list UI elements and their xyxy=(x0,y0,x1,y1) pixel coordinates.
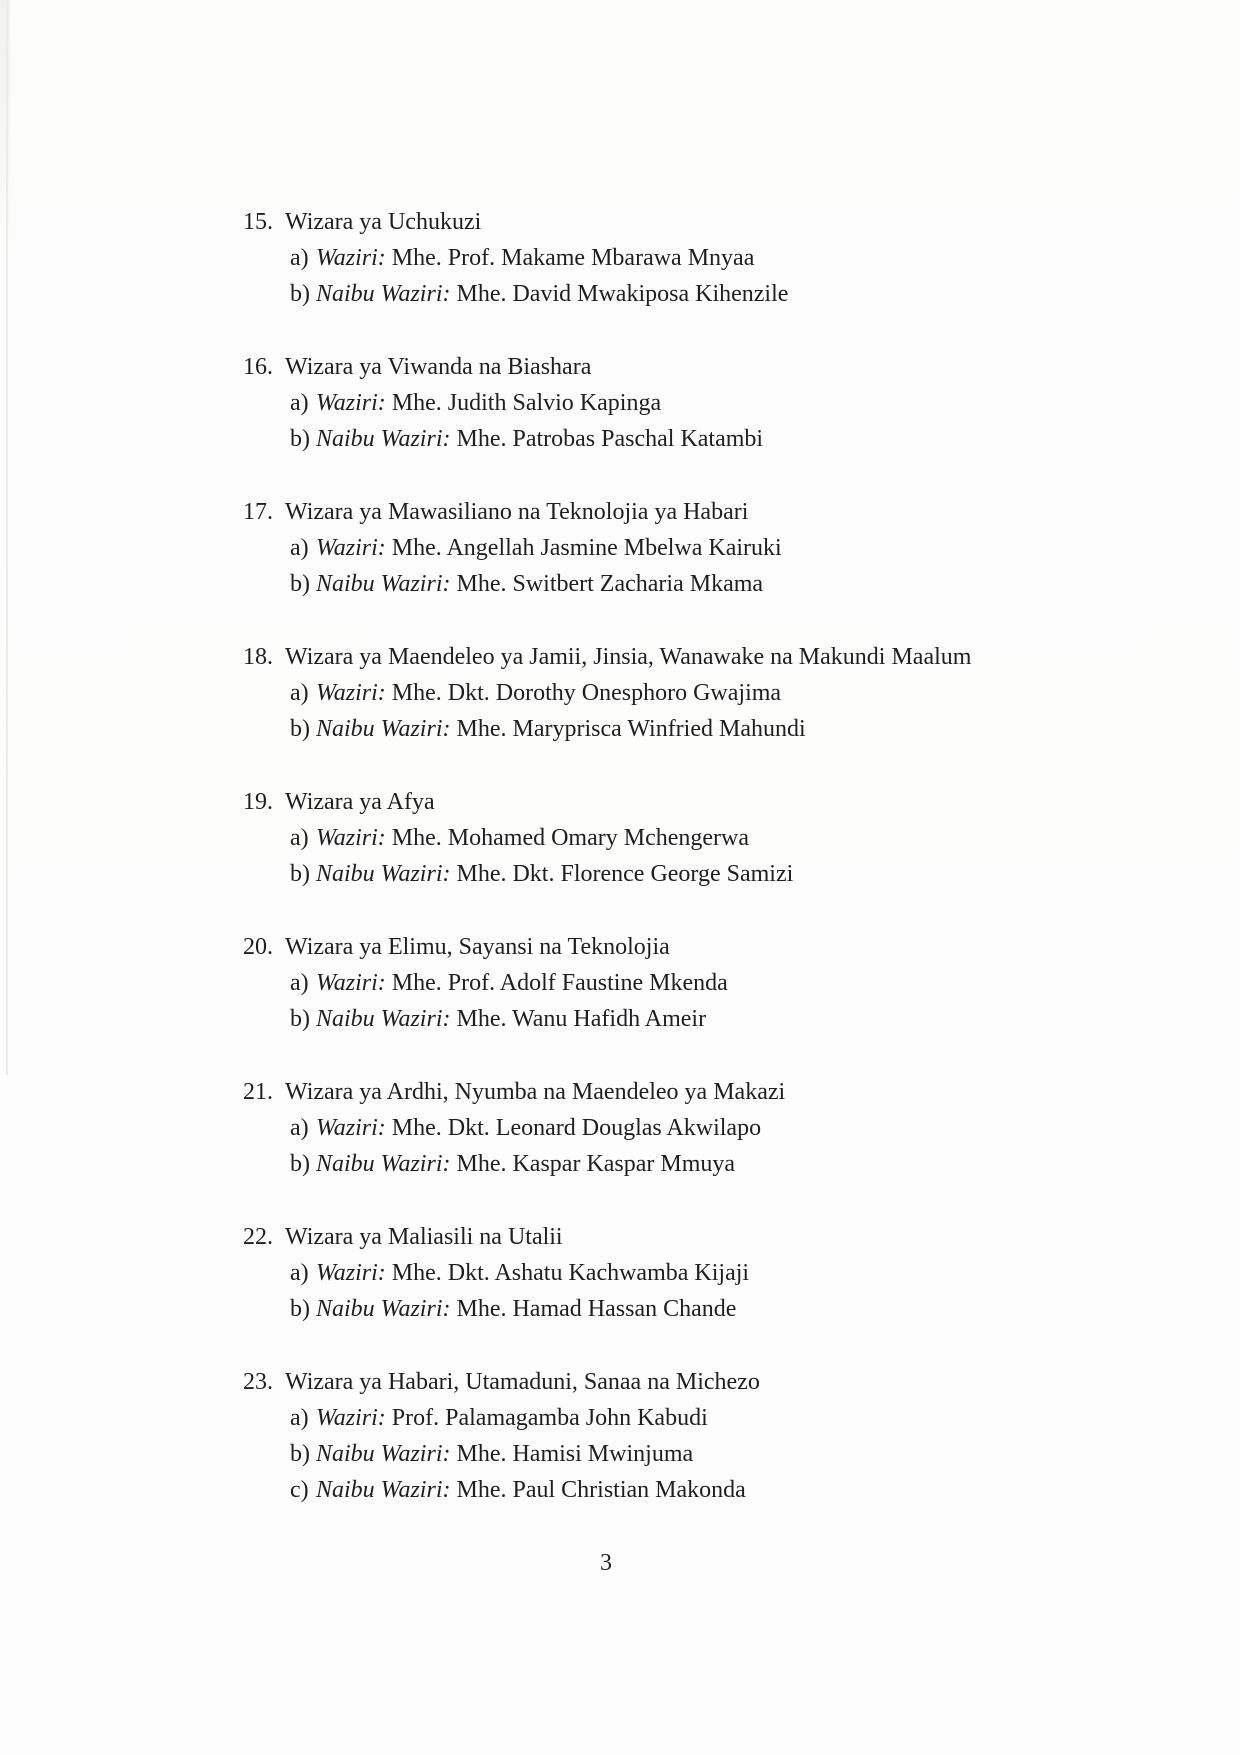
official-list xyxy=(243,1255,1123,1327)
official-name: Mhe. Prof. Makame Mbarawa Mnyaa xyxy=(385,245,755,271)
official-letter: a) xyxy=(290,535,309,561)
official-letter: b) xyxy=(290,426,310,452)
official-name: Mhe. Dkt. Ashatu Kachwamba Kijaji xyxy=(385,1260,750,1286)
ministry-title-row xyxy=(243,1364,1123,1400)
scan-edge-line xyxy=(6,0,8,1075)
official-text xyxy=(316,856,793,892)
official-role-label: Waziri: xyxy=(316,680,386,706)
official-row xyxy=(243,675,1123,711)
official-name: Mhe. Hamisi Mwinjuma xyxy=(450,1441,694,1467)
official-list xyxy=(243,965,1123,1037)
ministry-entry xyxy=(243,349,1123,457)
official-role-label: Naibu Waziri: xyxy=(316,281,451,307)
page-number: 3 xyxy=(600,1550,612,1576)
official-letter: a) xyxy=(290,1115,309,1141)
ministry-list xyxy=(243,204,1123,1545)
ministry-title: Wizara ya Afya xyxy=(285,789,435,815)
official-role-label: Naibu Waziri: xyxy=(316,861,451,887)
official-row xyxy=(243,965,1123,1001)
ministry-title-row xyxy=(243,204,1123,240)
ministry-entry xyxy=(243,1364,1123,1508)
official-list xyxy=(243,1110,1123,1182)
official-letter: a) xyxy=(290,1260,309,1286)
ministry-entry xyxy=(243,1219,1123,1327)
official-list xyxy=(243,1400,1123,1508)
official-role-label: Naibu Waziri: xyxy=(316,571,451,597)
official-letter: a) xyxy=(290,825,309,851)
ministry-title-row xyxy=(243,784,1123,820)
ministry-number: 15. xyxy=(243,209,273,235)
ministry-entry xyxy=(243,929,1123,1037)
ministry-entry xyxy=(243,494,1123,602)
official-name: Mhe. David Mwakiposa Kihenzile xyxy=(450,281,789,307)
official-row xyxy=(243,421,1123,457)
official-name: Mhe. Dkt. Dorothy Onesphoro Gwajima xyxy=(385,680,782,706)
official-row xyxy=(243,1436,1123,1472)
official-text xyxy=(316,1436,693,1472)
official-row xyxy=(243,856,1123,892)
official-name: Mhe. Mohamed Omary Mchengerwa xyxy=(385,825,750,851)
ministry-number: 23. xyxy=(243,1369,273,1395)
ministry-title: Wizara ya Maendeleo ya Jamii, Jinsia, Wanawake na Makundi Maalum xyxy=(285,644,972,670)
scan-edge-shadow xyxy=(0,0,10,260)
official-row xyxy=(243,566,1123,602)
official-letter: b) xyxy=(290,1441,310,1467)
ministry-title: Wizara ya Mawasiliano na Teknolojia ya Habari xyxy=(285,499,749,525)
official-role-label: Naibu Waziri: xyxy=(316,1006,451,1032)
official-role-label: Naibu Waziri: xyxy=(316,1151,451,1177)
official-list xyxy=(243,820,1123,892)
ministry-title: Wizara ya Viwanda na Biashara xyxy=(285,354,592,380)
official-row xyxy=(243,1472,1123,1508)
official-text xyxy=(316,965,728,1001)
official-row xyxy=(243,1146,1123,1182)
official-text xyxy=(316,675,781,711)
official-row xyxy=(243,1255,1123,1291)
official-name: Mhe. Paul Christian Makonda xyxy=(450,1477,746,1503)
official-role-label: Waziri: xyxy=(316,1115,386,1141)
official-text xyxy=(316,820,749,856)
ministry-title: Wizara ya Ardhi, Nyumba na Maendeleo ya Makazi xyxy=(285,1079,786,1105)
official-text xyxy=(316,240,754,276)
official-letter: a) xyxy=(290,970,309,996)
ministry-title-row xyxy=(243,1219,1123,1255)
official-letter: b) xyxy=(290,1151,310,1177)
official-name: Mhe. Hamad Hassan Chande xyxy=(450,1296,737,1322)
ministry-number: 19. xyxy=(243,789,273,815)
ministry-entry xyxy=(243,1074,1123,1182)
official-letter: b) xyxy=(290,571,310,597)
official-row xyxy=(243,820,1123,856)
official-text xyxy=(316,711,806,747)
ministry-number: 17. xyxy=(243,499,273,525)
official-letter: a) xyxy=(290,245,309,271)
official-row xyxy=(243,1291,1123,1327)
official-row xyxy=(243,530,1123,566)
ministry-number: 21. xyxy=(243,1079,273,1105)
official-list xyxy=(243,675,1123,747)
official-text xyxy=(316,1255,749,1291)
official-letter: b) xyxy=(290,1006,310,1032)
ministry-number: 22. xyxy=(243,1224,273,1250)
official-text xyxy=(316,1472,746,1508)
official-role-label: Waziri: xyxy=(316,245,386,271)
ministry-title: Wizara ya Maliasili na Utalii xyxy=(285,1224,563,1250)
official-row xyxy=(243,385,1123,421)
official-letter: a) xyxy=(290,390,309,416)
official-list xyxy=(243,240,1123,312)
official-text xyxy=(316,421,763,457)
official-name: Mhe. Dkt. Leonard Douglas Akwilapo xyxy=(385,1115,762,1141)
official-text xyxy=(316,566,763,602)
ministry-number: 20. xyxy=(243,934,273,960)
official-letter: a) xyxy=(290,680,309,706)
official-name: Prof. Palamagamba John Kabudi xyxy=(385,1405,708,1431)
official-name: Mhe. Dkt. Florence George Samizi xyxy=(450,861,794,887)
official-role-label: Waziri: xyxy=(316,535,386,561)
official-letter: b) xyxy=(290,716,310,742)
official-role-label: Waziri: xyxy=(316,970,386,996)
ministry-number: 18. xyxy=(243,644,273,670)
official-role-label: Waziri: xyxy=(316,825,386,851)
official-role-label: Waziri: xyxy=(316,1260,386,1286)
official-row xyxy=(243,1400,1123,1436)
official-row xyxy=(243,1001,1123,1037)
ministry-number: 16. xyxy=(243,354,273,380)
official-text xyxy=(316,1110,761,1146)
official-text xyxy=(316,1291,736,1327)
official-row xyxy=(243,240,1123,276)
official-role-label: Naibu Waziri: xyxy=(316,426,451,452)
official-letter: b) xyxy=(290,861,310,887)
ministry-title-row xyxy=(243,1074,1123,1110)
official-text xyxy=(316,1146,735,1182)
official-list xyxy=(243,530,1123,602)
official-list xyxy=(243,385,1123,457)
official-role-label: Waziri: xyxy=(316,1405,386,1431)
ministry-title: Wizara ya Uchukuzi xyxy=(285,209,482,235)
ministry-title-row xyxy=(243,929,1123,965)
ministry-title: Wizara ya Habari, Utamaduni, Sanaa na Michezo xyxy=(285,1369,760,1395)
ministry-entry xyxy=(243,639,1123,747)
official-letter: b) xyxy=(290,281,310,307)
official-name: Mhe. Judith Salvio Kapinga xyxy=(385,390,662,416)
official-role-label: Waziri: xyxy=(316,390,386,416)
official-row xyxy=(243,1110,1123,1146)
official-text xyxy=(316,530,782,566)
official-text xyxy=(316,276,788,312)
ministry-entry xyxy=(243,784,1123,892)
official-name: Mhe. Patrobas Paschal Katambi xyxy=(450,426,764,452)
official-text xyxy=(316,1001,706,1037)
ministry-entry xyxy=(243,204,1123,312)
official-name: Mhe. Prof. Adolf Faustine Mkenda xyxy=(385,970,728,996)
official-name: Mhe. Kaspar Kaspar Mmuya xyxy=(450,1151,736,1177)
ministry-title-row xyxy=(243,494,1123,530)
ministry-title-row xyxy=(243,349,1123,385)
official-letter: c) xyxy=(290,1477,309,1503)
official-row xyxy=(243,276,1123,312)
official-letter: b) xyxy=(290,1296,310,1322)
official-name: Mhe. Maryprisca Winfried Mahundi xyxy=(450,716,806,742)
official-text xyxy=(316,1400,708,1436)
official-name: Mhe. Switbert Zacharia Mkama xyxy=(450,571,764,597)
ministry-title: Wizara ya Elimu, Sayansi na Teknolojia xyxy=(285,934,670,960)
official-role-label: Naibu Waziri: xyxy=(316,1441,451,1467)
official-letter: a) xyxy=(290,1405,309,1431)
official-role-label: Naibu Waziri: xyxy=(316,716,451,742)
official-name: Mhe. Angellah Jasmine Mbelwa Kairuki xyxy=(385,535,782,561)
official-role-label: Naibu Waziri: xyxy=(316,1477,451,1503)
ministry-title-row xyxy=(243,639,1123,675)
official-row xyxy=(243,711,1123,747)
official-text xyxy=(316,385,661,421)
official-role-label: Naibu Waziri: xyxy=(316,1296,451,1322)
official-name: Mhe. Wanu Hafidh Ameir xyxy=(450,1006,707,1032)
